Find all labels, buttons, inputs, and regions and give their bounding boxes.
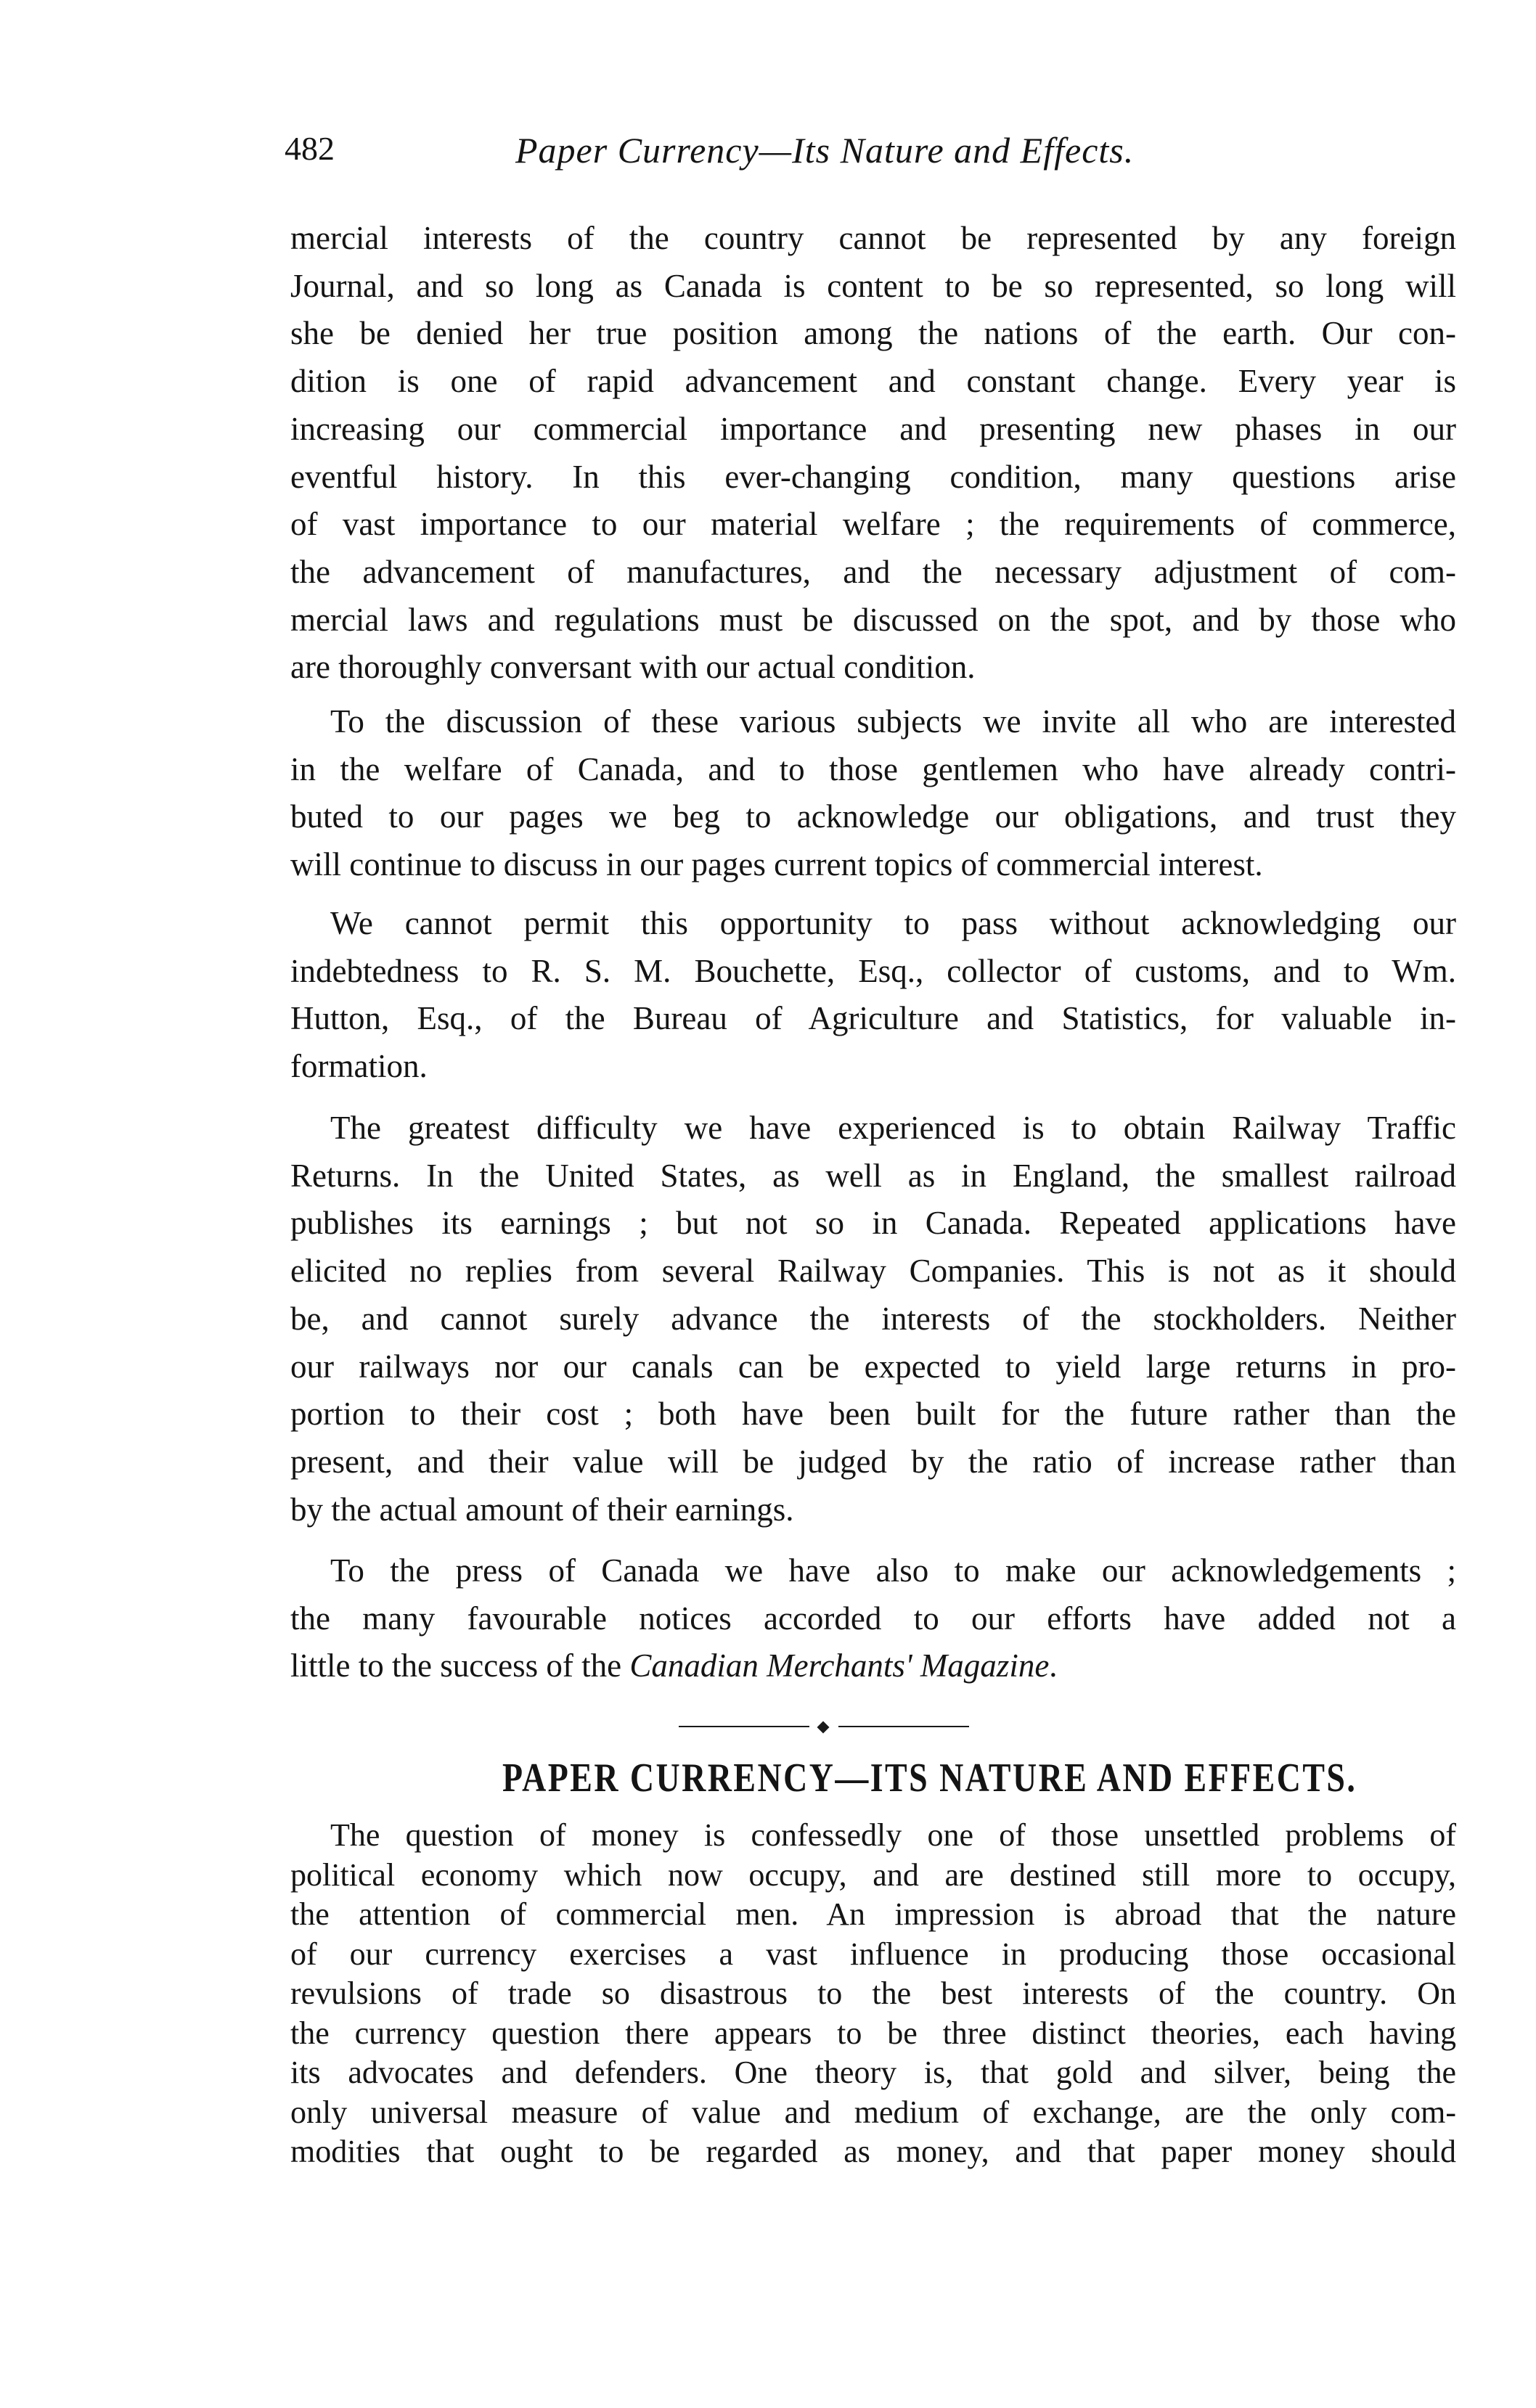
text-line: To the press of Canada we have also to make our acknowledgements ; [330, 1552, 1456, 1589]
text-line: only universal measure of value and medium of exchange, are the only com- [290, 2094, 1456, 2130]
text-line: To the discussion of these various subjects we invite all who are interested [330, 703, 1456, 740]
text-line: in the welfare of Canada, and to those gentlemen who have already contri- [290, 750, 1456, 787]
text-line: We cannot permit this opportunity to pass without acknowledging our [330, 905, 1456, 941]
text-line: by the actual amount of their earnings. [290, 1491, 794, 1528]
text-line: indebtedness to R. S. M. Bouchette, Esq., collector of customs, and to Wm. [290, 952, 1456, 989]
text-line: present, and their value will be judged by the ratio of increase rather than [290, 1443, 1456, 1480]
running-header [285, 129, 1461, 180]
divider-ornament-icon [817, 1721, 830, 1734]
text-line: its advocates and defenders. One theory is, that gold and silver, being the [290, 2055, 1456, 2090]
text-line: increasing our commercial importance and presenting new phases in our [290, 410, 1456, 447]
text-line: the attention of commercial men. An impression is abroad that the nature [290, 1896, 1456, 1932]
page-number: 482 [285, 130, 335, 167]
divider-line [838, 1726, 969, 1727]
text-line: political economy which now occupy, and are destined still more to occupy, [290, 1856, 1456, 1893]
text-line: the many favourable notices accorded to our efforts have added not a [290, 1600, 1456, 1637]
text-line: Journal, and so long as Canada is content to be so represented, so long will [290, 267, 1456, 304]
text-line: of our currency exercises a vast influence in producing those occasional [290, 1936, 1456, 1972]
paragraph-text [290, 698, 1456, 889]
article-heading: PAPER CURRENCY—ITS NATURE AND EFFECTS. [502, 1756, 1357, 1801]
paragraph-text [290, 1816, 1456, 2172]
text-segment: little to the success of the [290, 1647, 630, 1684]
text-line: mercial laws and regulations must be discussed on the spot, and by those who [290, 601, 1456, 638]
text-line: Hutton, Esq., of the Bureau of Agriculture and Statistics, for valuable in- [290, 1000, 1456, 1037]
text-line: formation. [290, 1048, 428, 1085]
paragraph-text [290, 1105, 1456, 1533]
text-line: will continue to discuss in our pages current topics of commercial interest. [290, 846, 1263, 883]
text-line: are thoroughly conversant with our actual condition. [290, 649, 976, 686]
paragraph-3 [290, 900, 1456, 1091]
paragraph-5 [290, 1547, 1456, 1690]
text-line: The question of money is confessedly one of those unsettled problems of [330, 1817, 1456, 1853]
text-line: eventful history. In this ever-changing condition, many questions arise [290, 458, 1456, 495]
text-line: publishes its earnings ; but not so in Canada. Repeated applications have [290, 1205, 1456, 1242]
text-line [290, 1642, 1456, 1690]
text-line: buted to our pages we beg to acknowledge our obligations, and trust they [290, 798, 1456, 835]
text-line: the advancement of manufactures, and the necessary adjustment of com- [290, 553, 1456, 590]
text-line: our railways nor our canals can be expected to yield large returns in pro- [290, 1348, 1456, 1385]
paragraph-text [290, 900, 1456, 1091]
text-line: she be denied her true position among the nations of the earth. Our con- [290, 315, 1456, 352]
paragraph-1 [290, 215, 1456, 692]
paragraph-text [290, 215, 1456, 692]
paragraph-text [290, 1547, 1456, 1690]
text-line: elicited no replies from several Railway Companies. This is not as it should [290, 1253, 1456, 1290]
text-line: modities that ought to be regarded as money, and that paper money should [290, 2134, 1456, 2169]
section-divider [679, 1721, 969, 1732]
text-line: the currency question there appears to be three distinct theories, each having [290, 2015, 1456, 2051]
paragraph-4 [290, 1105, 1456, 1533]
text-line: mercial interests of the country cannot be represented by any foreign [290, 220, 1456, 256]
paragraph-2 [290, 698, 1456, 889]
text-segment: . [1049, 1647, 1058, 1684]
text-line: of vast importance to our material welfare ; the requirements of commerce, [290, 506, 1456, 543]
article-body [290, 1816, 1456, 2172]
text-line: Returns. In the United States, as well as in England, the smallest railroad [290, 1157, 1456, 1194]
divider-line [679, 1726, 809, 1727]
magazine-title: Canadian Merchants' Magazine [629, 1647, 1050, 1684]
text-line: be, and cannot surely advance the interests of the stockholders. Neither [290, 1300, 1456, 1337]
text-line: The greatest difficulty we have experienced is to obtain Railway Traffic [330, 1110, 1456, 1146]
text-line: revulsions of trade so disastrous to the best interests of the country. On [290, 1975, 1456, 2011]
text-line: portion to their cost ; both have been built for the future rather than the [290, 1396, 1456, 1433]
running-title: Paper Currency—Its Nature and Effects. [515, 130, 1135, 171]
text-line: dition is one of rapid advancement and constant change. Every year is [290, 363, 1456, 400]
